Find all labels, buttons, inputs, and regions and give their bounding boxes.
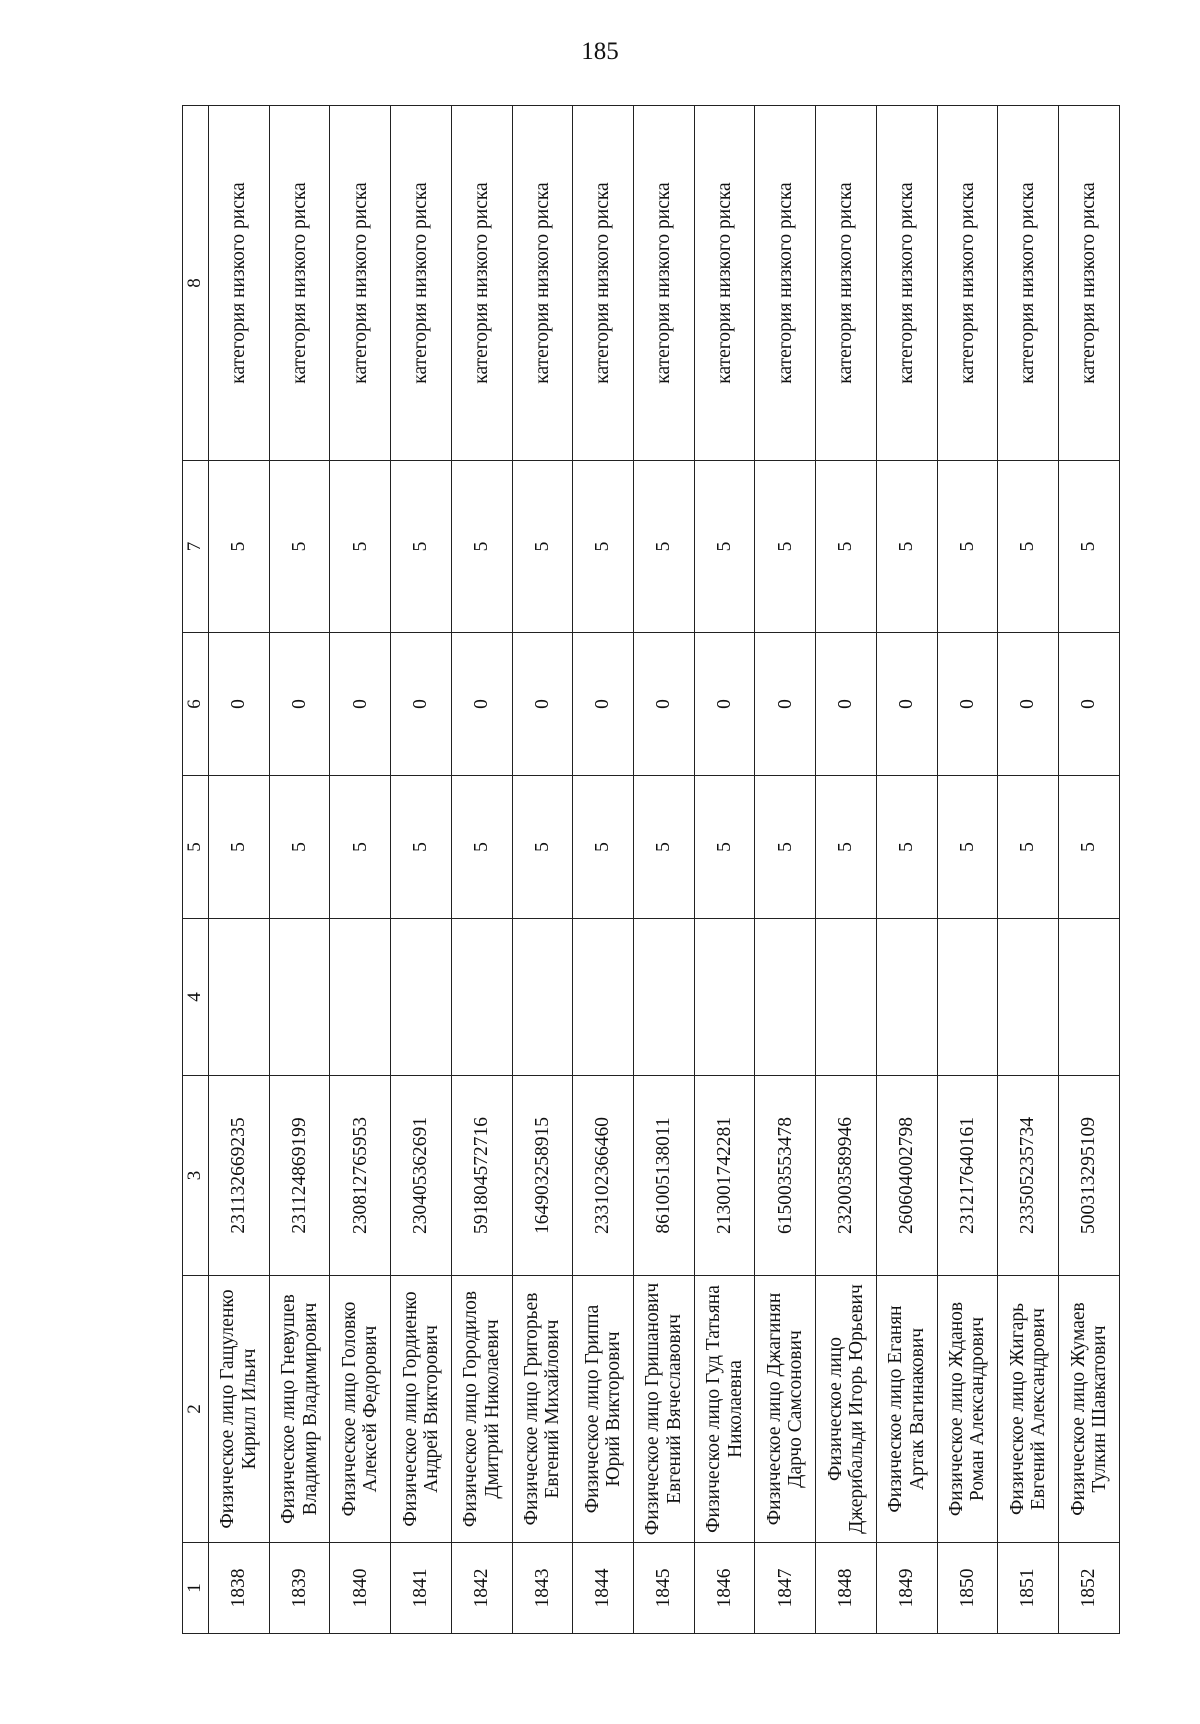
name-cell: Физическое лицо Гришанович Евгений Вячеславович	[634, 1276, 695, 1543]
name-cell: Физическое лицо Жумаев Тулкин Шавкатович	[1059, 1276, 1120, 1543]
column-4-cell	[634, 919, 695, 1076]
table-row	[816, 106, 877, 1634]
column-4-cell	[451, 919, 512, 1076]
column-7-cell: 5	[755, 461, 816, 633]
inn-cell: 164903258915	[512, 1076, 573, 1276]
table-row	[209, 106, 270, 1634]
inn-cell: 233102366460	[573, 1076, 634, 1276]
row-number-cell: 1851	[998, 1543, 1059, 1634]
row-number-cell: 1847	[755, 1543, 816, 1634]
column-7-cell: 5	[1059, 461, 1120, 633]
column-6-cell: 0	[209, 633, 270, 776]
row-number-cell: 1838	[209, 1543, 270, 1634]
table-row	[451, 106, 512, 1634]
column-4-cell	[816, 919, 877, 1076]
risk-category-cell: категория низкого риска	[209, 106, 270, 461]
name-cell: Физическое лицо Джагинян Дарчо Самсонович	[755, 1276, 816, 1543]
name-cell: Физическое лицо Жигарь Евгений Александрович	[998, 1276, 1059, 1543]
name-cell: Физическое лицо Головко Алексей Федорович	[330, 1276, 391, 1543]
inn-cell: 861005138011	[634, 1076, 695, 1276]
column-5-cell: 5	[937, 776, 998, 919]
column-5-cell: 5	[451, 776, 512, 919]
column-5-cell: 5	[391, 776, 452, 919]
risk-category-cell: категория низкого риска	[755, 106, 816, 461]
column-4-cell	[573, 919, 634, 1076]
name-cell: Физическое лицо Григорьев Евгений Михайлович	[512, 1276, 573, 1543]
column-4-cell	[755, 919, 816, 1076]
name-cell: Физическое лицо Гуд Татьяна Николаевна	[694, 1276, 755, 1543]
column-7-cell: 5	[694, 461, 755, 633]
row-number-cell: 1850	[937, 1543, 998, 1634]
column-7-cell: 5	[573, 461, 634, 633]
column-5-cell: 5	[330, 776, 391, 919]
table-row	[998, 106, 1059, 1634]
inn-cell: 231217640161	[937, 1076, 998, 1276]
column-4-cell	[330, 919, 391, 1076]
column-4-cell	[269, 919, 330, 1076]
column-7-cell: 5	[937, 461, 998, 633]
table-row	[391, 106, 452, 1634]
row-number-cell: 1844	[573, 1543, 634, 1634]
column-5-cell: 5	[634, 776, 695, 919]
column-6-cell: 0	[876, 633, 937, 776]
column-4-cell	[1059, 919, 1120, 1076]
column-4-cell	[512, 919, 573, 1076]
row-number-cell: 1852	[1059, 1543, 1120, 1634]
column-5-cell: 5	[512, 776, 573, 919]
row-number-cell: 1846	[694, 1543, 755, 1634]
column-6-cell: 0	[269, 633, 330, 776]
name-cell: Физическое лицо Джерибальди Игорь Юрьевич	[816, 1276, 877, 1543]
column-5-cell: 5	[876, 776, 937, 919]
name-cell: Физическое лицо Городилов Дмитрий Николаевич	[451, 1276, 512, 1543]
risk-category-cell: категория низкого риска	[998, 106, 1059, 461]
column-7-cell: 5	[998, 461, 1059, 633]
column-5-cell: 5	[755, 776, 816, 919]
column-7-cell: 5	[816, 461, 877, 633]
row-number-cell: 1845	[634, 1543, 695, 1634]
column-4-cell	[694, 919, 755, 1076]
inn-cell: 615003553478	[755, 1076, 816, 1276]
risk-category-cell: категория низкого риска	[573, 106, 634, 461]
column-7-cell: 5	[512, 461, 573, 633]
column-header: 2	[183, 1276, 209, 1543]
row-number-cell: 1843	[512, 1543, 573, 1634]
inn-cell: 260604002798	[876, 1076, 937, 1276]
column-7-cell: 5	[269, 461, 330, 633]
risk-category-cell: категория низкого риска	[876, 106, 937, 461]
column-5-cell: 5	[1059, 776, 1120, 919]
register-table	[182, 105, 1120, 1634]
column-6-cell: 0	[937, 633, 998, 776]
table-row	[269, 106, 330, 1634]
table-row	[876, 106, 937, 1634]
column-5-cell: 5	[209, 776, 270, 919]
name-cell: Физическое лицо Жданов Роман Александрович	[937, 1276, 998, 1543]
column-7-cell: 5	[876, 461, 937, 633]
column-header: 3	[183, 1076, 209, 1276]
risk-category-cell: категория низкого риска	[937, 106, 998, 461]
table-row	[694, 106, 755, 1634]
column-6-cell: 0	[573, 633, 634, 776]
column-6-cell: 0	[634, 633, 695, 776]
column-4-cell	[998, 919, 1059, 1076]
column-5-cell: 5	[998, 776, 1059, 919]
inn-cell: 500313295109	[1059, 1076, 1120, 1276]
inn-cell: 232003589946	[816, 1076, 877, 1276]
table-row	[573, 106, 634, 1634]
table-row	[1059, 106, 1120, 1634]
name-cell: Физическое лицо Гордиенко Андрей Викторович	[391, 1276, 452, 1543]
column-6-cell: 0	[816, 633, 877, 776]
column-7-cell: 5	[451, 461, 512, 633]
row-number-cell: 1841	[391, 1543, 452, 1634]
row-number-cell: 1839	[269, 1543, 330, 1634]
name-cell: Физическое лицо Еганян Артак Вагинакович	[876, 1276, 937, 1543]
inn-cell: 230812765953	[330, 1076, 391, 1276]
column-header: 5	[183, 776, 209, 919]
table-container	[182, 106, 1120, 1634]
risk-category-cell: категория низкого риска	[269, 106, 330, 461]
risk-category-cell: категория низкого риска	[694, 106, 755, 461]
column-6-cell: 0	[391, 633, 452, 776]
row-number-cell: 1840	[330, 1543, 391, 1634]
column-6-cell: 0	[330, 633, 391, 776]
column-header: 1	[183, 1543, 209, 1634]
risk-category-cell: категория низкого риска	[512, 106, 573, 461]
risk-category-cell: категория низкого риска	[330, 106, 391, 461]
column-6-cell: 0	[694, 633, 755, 776]
inn-cell: 591804572716	[451, 1076, 512, 1276]
column-4-cell	[209, 919, 270, 1076]
column-header: 6	[183, 633, 209, 776]
column-6-cell: 0	[512, 633, 573, 776]
inn-cell: 231124869199	[269, 1076, 330, 1276]
column-5-cell: 5	[269, 776, 330, 919]
column-7-cell: 5	[634, 461, 695, 633]
column-7-cell: 5	[330, 461, 391, 633]
inn-cell: 230405362691	[391, 1076, 452, 1276]
row-number-cell: 1849	[876, 1543, 937, 1634]
column-4-cell	[937, 919, 998, 1076]
risk-category-cell: категория низкого риска	[634, 106, 695, 461]
column-7-cell: 5	[391, 461, 452, 633]
name-cell: Физическое лицо Гащуленко Кирилл Ильич	[209, 1276, 270, 1543]
inn-cell: 233505235734	[998, 1076, 1059, 1276]
column-header: 7	[183, 461, 209, 633]
column-7-cell: 5	[209, 461, 270, 633]
table-row	[512, 106, 573, 1634]
column-5-cell: 5	[816, 776, 877, 919]
risk-category-cell: категория низкого риска	[816, 106, 877, 461]
column-6-cell: 0	[998, 633, 1059, 776]
header-row	[183, 106, 209, 1634]
table-row	[937, 106, 998, 1634]
column-header: 8	[183, 106, 209, 461]
row-number-cell: 1848	[816, 1543, 877, 1634]
column-4-cell	[391, 919, 452, 1076]
risk-category-cell: категория низкого риска	[1059, 106, 1120, 461]
column-6-cell: 0	[755, 633, 816, 776]
risk-category-cell: категория низкого риска	[391, 106, 452, 461]
column-5-cell: 5	[573, 776, 634, 919]
page-number: 185	[581, 38, 619, 65]
row-number-cell: 1842	[451, 1543, 512, 1634]
name-cell: Физическое лицо Гневушев Владимир Владимирович	[269, 1276, 330, 1543]
rotated-table-frame	[182, 106, 1120, 1634]
name-cell: Физическое лицо Гриппа Юрий Викторович	[573, 1276, 634, 1543]
column-6-cell: 0	[451, 633, 512, 776]
table-row	[755, 106, 816, 1634]
column-5-cell: 5	[694, 776, 755, 919]
inn-cell: 213001742281	[694, 1076, 755, 1276]
inn-cell: 231132669235	[209, 1076, 270, 1276]
table-row	[330, 106, 391, 1634]
column-4-cell	[876, 919, 937, 1076]
column-header: 4	[183, 919, 209, 1076]
column-6-cell: 0	[1059, 633, 1120, 776]
table-row	[634, 106, 695, 1634]
risk-category-cell: категория низкого риска	[451, 106, 512, 461]
